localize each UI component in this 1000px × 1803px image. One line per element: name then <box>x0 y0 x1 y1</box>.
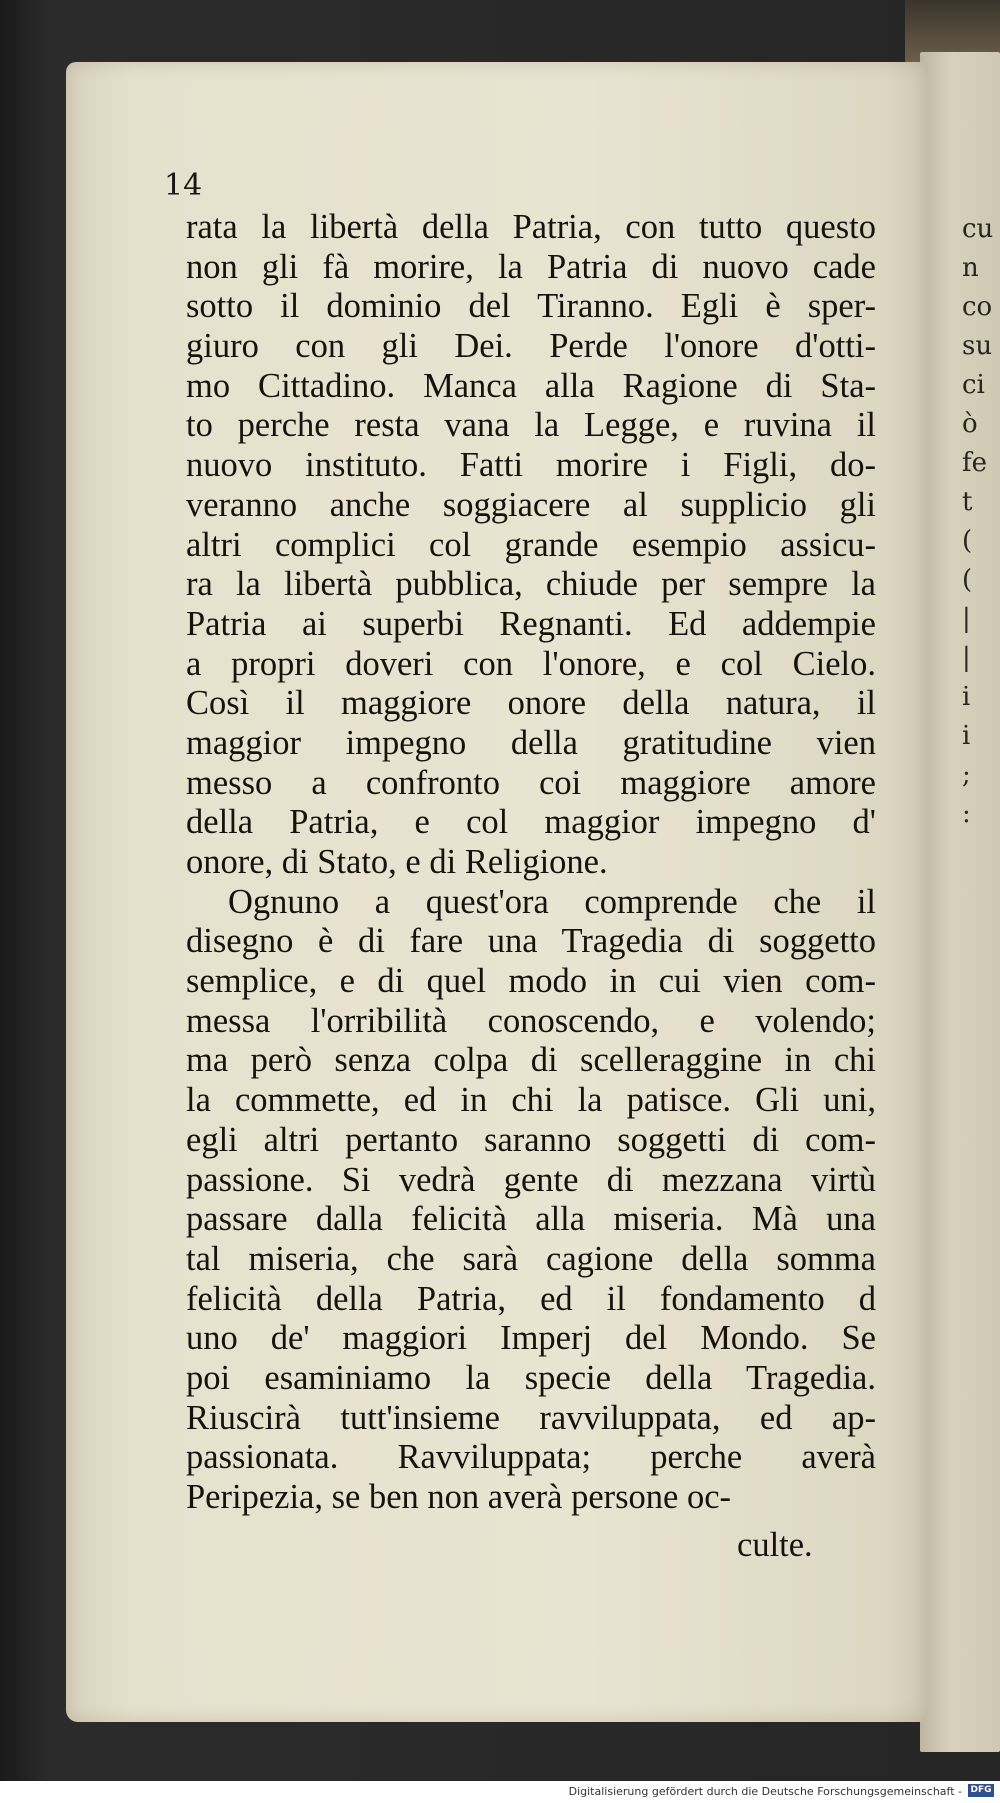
next-page-fragment: i <box>962 682 971 712</box>
text-line: to perche resta vana la Legge, e ruvina il <box>186 406 876 445</box>
next-page-fragment: ò <box>962 409 978 439</box>
text-line: Così il maggiore onore della natura, il <box>186 684 876 723</box>
text-line: tal miseria, che sarà cagione della somma <box>186 1239 876 1278</box>
next-page-fragment: cu <box>962 214 994 244</box>
next-page-fragment: ( <box>962 565 973 595</box>
next-page-fragment: ( <box>962 526 973 556</box>
text-line: felicità della Patria, ed il fondamento d <box>186 1279 876 1318</box>
dfg-logo: DFG <box>968 1784 994 1797</box>
text-line: uno de' maggiori Imperj del Mondo. Se <box>186 1319 876 1358</box>
text-line: giuro con gli Dei. Perde l'onore d'otti- <box>186 327 876 366</box>
text-line: rata la libertà della Patria, con tutto questo <box>186 208 876 246</box>
next-page-fragment: t <box>962 487 973 517</box>
text-line: onore, di Stato, e di Religione. <box>186 843 608 881</box>
text-line: a propri doveri con l'onore, e col Cielo. <box>186 644 876 683</box>
text-line: la commette, ed in chi la patisce. Gli uni, <box>186 1081 876 1120</box>
next-page-fragment: co <box>962 292 993 322</box>
next-page-fragment: | <box>962 643 971 673</box>
text-line: della Patria, e col maggior impegno d' <box>186 803 876 842</box>
next-page-fragment: : <box>962 799 971 829</box>
page-body-text <box>186 208 876 1518</box>
text-line: disegno è di fare una Tragedia di soggetto <box>186 922 876 961</box>
text-line: Ognuno a quest'ora comprende che il <box>228 882 876 921</box>
text-line: veranno anche soggiacere al supplicio gli <box>186 485 876 524</box>
text-line: passare dalla felicità alla miseria. Mà una <box>186 1200 876 1239</box>
text-line: ra la libertà pubblica, chiude per sempre la <box>186 565 876 604</box>
text-line: passione. Si vedrà gente di mezzana virtù <box>186 1160 876 1199</box>
next-page-fragment: n <box>962 253 979 283</box>
text-line: Patria ai superbi Regnanti. Ed addempie <box>186 604 876 643</box>
text-line: messa l'orribilità conoscendo, e volendo; <box>186 1001 876 1040</box>
next-page-fragment: | <box>962 604 971 634</box>
text-line: Peripezia, se ben non averà persone oc- <box>186 1478 732 1516</box>
catchword: culte. <box>737 1526 813 1564</box>
text-line: sotto il dominio del Tiranno. Egli è sper- <box>186 287 876 326</box>
text-line: mo Cittadino. Manca alla Ragione di Sta- <box>186 366 876 405</box>
next-page-margin-text <box>962 210 998 834</box>
next-page-fragment: su <box>962 331 993 361</box>
next-page-fragment: i <box>962 721 971 751</box>
text-line: Riuscirà tutt'insieme ravviluppata, ed ap- <box>186 1398 876 1437</box>
next-page-fragment: fe <box>962 448 988 478</box>
text-line: poi esaminiamo la specie della Tragedia. <box>186 1358 876 1397</box>
digitization-credit: Digitalisierung gefördert durch die Deutsche Forschungsgemeinschaft - <box>568 1785 962 1798</box>
next-page-fragment: ; <box>962 760 971 790</box>
text-line: ma però senza colpa di scelleraggine in chi <box>186 1041 876 1080</box>
page-number: 14 <box>164 168 203 203</box>
text-line: semplice, e di quel modo in cui vien com- <box>186 962 876 1001</box>
text-line: nuovo instituto. Fatti morire i Figli, do- <box>186 446 876 485</box>
text-line: altri complici col grande esempio assicu- <box>186 525 876 564</box>
text-line: maggior impegno della gratitudine vien <box>186 723 876 762</box>
text-line: messo a confronto coi maggiore amore <box>186 763 876 802</box>
text-line: non gli fà morire, la Patria di nuovo cade <box>186 247 876 286</box>
text-line: egli altri pertanto saranno soggetti di com- <box>186 1120 876 1159</box>
next-page-fragment: ci <box>962 370 985 400</box>
text-line: passionata. Ravviluppata; perche averà <box>186 1438 876 1477</box>
